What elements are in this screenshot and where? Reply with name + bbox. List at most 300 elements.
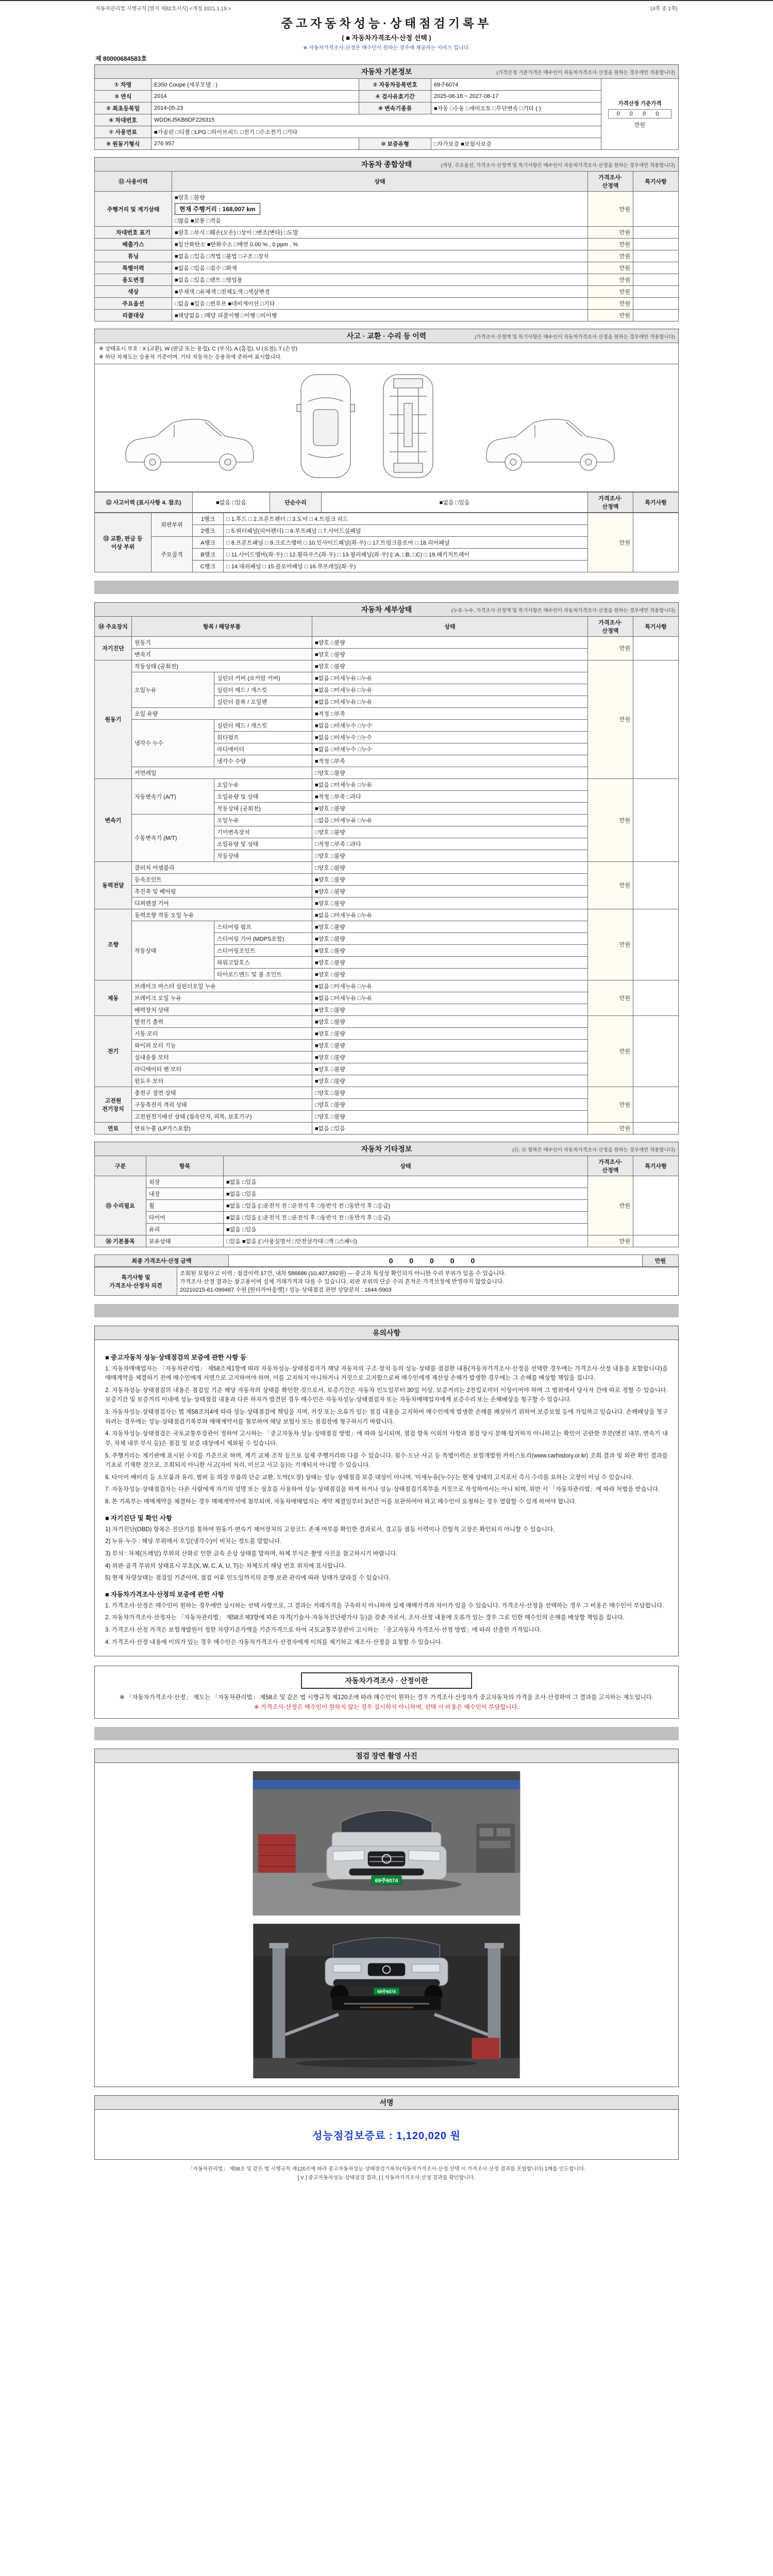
table-cell: □자가보증 ■보험사보증 — [431, 138, 601, 150]
table-cell — [633, 192, 679, 227]
table-cell: 만원 — [588, 239, 633, 250]
notice-list-2 — [105, 1525, 668, 1583]
table-cell: 리콜대상 — [95, 310, 172, 321]
section-overall-note: (색상, 주요옵션, 가격조사·산정액 및 특기사항은 매수인이 자동차가격조사·산정을 원하는 경우에만 적용합니다) — [441, 163, 675, 168]
page-separator — [94, 581, 679, 594]
table-cell: 스티어링조인트 — [214, 944, 312, 956]
table-cell: □양호 □불량 — [312, 1087, 588, 1098]
table-cell: 유리 — [146, 1223, 224, 1235]
table-cell: 등속조인트 — [132, 873, 312, 885]
table-cell: 가격조사·산정액 — [588, 492, 633, 512]
section-accident-header — [94, 329, 679, 343]
overall-condition-table — [94, 171, 679, 321]
notice-line: 5. 주행거리는 계기판에 표시된 수치를 기준으로 하며, 계기 교체·조작 등으로 실제 주행거리와 다를 수 있습니다. 침수·도난·사고 등 특별이력은 보험개발원 카히스토리(www.carhistory.or.kr) 조회 결과 및 외관 확인 결과를 기초로 기재한 것으로, 조회되지 아니한 사고(자비 처리, 미신고 사고 등)는 기재되지 아니할 수 있습니다. — [105, 1452, 668, 1469]
table-cell: 수동변속기 (M/T) — [132, 814, 214, 861]
notice-line: 5) 현재 차량상태는 점검일 기준이며, 점검 이후 인도일까지의 운행·보관 관리에 따라 상태가 달라질 수 있습니다. — [105, 1575, 391, 1582]
table-cell: ■양호 □불량 — [312, 1075, 588, 1087]
table-cell — [633, 980, 679, 1015]
notice-line: 7. 자동차성능·상태점검자는 다른 사람에게 자기의 성명 또는 상호를 사용하여 성능·상태점검을 하게 하거나 성능·상태점검기록부를 거짓으로 작성하여서는 아니 되며, 위반 시 「자동차관리법」에 따라 처벌을 받습니다. — [105, 1486, 660, 1493]
table-cell: 시동 모터 — [132, 1027, 312, 1039]
table-cell: 오일유량 및 상태 — [214, 790, 312, 802]
inspection-photo-underbody — [253, 1924, 520, 2078]
table-cell: 라디에이터 팬 모터 — [132, 1063, 312, 1075]
table-cell: 실린더 블록 / 오일팬 — [214, 696, 312, 707]
final-price-table — [94, 1255, 679, 1267]
table-cell: 만원 — [588, 250, 633, 262]
notice-heading-1: ■ 중고자동차 성능·상태점검의 보증에 관한 사항 등 — [105, 1353, 247, 1361]
table-cell: ■양호 □불량 — [312, 1063, 588, 1075]
table-cell: ■없음 □있음 — [322, 492, 588, 512]
table-cell: ■없음 □미세누유 □누유 — [312, 684, 588, 696]
table-cell: ■없음 □미세누유 □누유 — [312, 778, 588, 790]
table-cell: 항목 / 해당부품 — [132, 616, 312, 636]
page-separator — [94, 1727, 679, 1740]
notice-line: 6. 타이어·배터리 등 소모품과 유리, 범퍼 등 외장 부품의 단순 교환, 도막(도장) 상태는 성능·상태점검 보증 대상이 아니며, '미세누유(누수)'는 현재 상태의 고지로서 즉시 수리를 요하는 고장이 아닐 수 있습니다. — [105, 1474, 633, 1481]
table-cell: 구분 — [95, 1156, 146, 1176]
doc-footer — [94, 2165, 679, 2182]
table-cell — [633, 861, 679, 909]
table-cell: □양호 □불량 — [312, 826, 588, 838]
form-reference: 자동차관리법 시행규칙 [별지 제82호서식] <개정 2021.1.19.> — [95, 6, 231, 12]
notice-line: 2. 자동차성능·상태점검의 내용은 점검일 기준 해당 자동차의 상태를 확인한 것으로서, 보증기간은 자동차 인도일부터 30일 이상, 보증거리는 2천킬로미터 이상이어야 하며 그 범위에서 당사자 간에 따로 정할 수 있습니다. 보증기간 및 보증거리 이내에 성능·상태점검 내용과 다른 하자가 발견된 경우 매수인은 자동차성능·상태점검자 또는 자동차매매업자에게 보증수리 또는 손해배상을 청구할 수 있습니다. — [105, 1387, 668, 1403]
table-cell: 단순수리 — [270, 492, 322, 512]
section-notice-header — [94, 1326, 679, 1340]
table-cell: ⑤ 최초등록일 — [95, 103, 152, 114]
table-cell — [633, 286, 679, 298]
section-sign-title: 서명 — [379, 2098, 394, 2107]
table-cell: ■없음 □있음 — [224, 1176, 588, 1188]
table-cell: 만원 — [588, 861, 633, 909]
table-cell: 2014-05-23 — [152, 103, 359, 114]
table-cell: ■없음 □미세누유 □누유 — [312, 909, 588, 921]
table-cell: 동력전달 — [95, 861, 132, 909]
table-cell: 만원 — [588, 1235, 633, 1247]
table-cell: ■가솔린 □디젤 □LPG □하이브리드 □전기 □수소전기 □기타 — [152, 126, 601, 138]
table-cell: ■양호 □불량 — [312, 636, 588, 648]
section-photo-header — [94, 1749, 679, 1762]
table-cell: 만원 — [588, 778, 633, 861]
notice-line: 1. 자동차매매업자는 「자동차관리법」 제58조제1항에 따라 자동차성능·상태점검자가 해당 자동차의 구조·장치 등의 성능·상태를 점검한 내용(자동차가격조사·산정을 선택한 경우에는 가격조사·산정 내용을 포함합니다)을 매매계약을 체결하기 전에 매수인에게 서면으로 고지하여야 하며, 이를 고지하지 아니하거나 거짓으로 고지함으로써 매수인에게 재산상 손해가 발생한 경우에는 그 손해를 배상할 책임을 집니다. — [105, 1365, 668, 1382]
table-cell: 디퍼렌셜 기어 — [132, 897, 312, 909]
table-cell: ■양호 □불량 — [312, 1004, 588, 1015]
table-cell — [633, 513, 679, 572]
table-cell: 만원 — [588, 1087, 633, 1122]
etc-info-table — [94, 1156, 679, 1247]
table-cell: ■없음 □미세누수 □누수 — [312, 719, 588, 731]
table-cell: ■없음 □있음 (□운전석 전 □운전석 후 □동반석 전 □동반석 후 □응급) — [224, 1211, 588, 1223]
price-definition-box — [94, 1666, 679, 1719]
table-cell: ⑬ 교환, 판금 등 이상 부위 — [95, 513, 152, 572]
table-cell: 작동상태 (공회전) — [132, 660, 312, 672]
table-cell — [633, 909, 679, 980]
table-cell: ■적정 □부족 — [312, 707, 588, 719]
table-cell: 추진축 및 베어링 — [132, 885, 312, 897]
table-cell: ■자동 □수동 □세미오토 □무단변속 □기타 ( ) — [431, 103, 601, 114]
section-accident-note: (가격조사·산정액 및 특기사항은 매수인이 자동차가격조사·산정을 원하는 경우에만 적용합니다) — [474, 334, 675, 340]
table-cell: 만원 — [588, 1176, 633, 1235]
table-cell: ■없음 □있음 — [224, 1223, 588, 1235]
table-cell: ⑧ 변속기종류 — [359, 103, 431, 114]
section-accident-title: 사고 · 교환 · 수리 등 이력 — [346, 332, 427, 340]
table-cell: 작동상태 — [214, 850, 312, 861]
table-cell: ■양호 □불량 — [312, 1051, 588, 1063]
section-overall-title: 자동차 종합상태 — [361, 160, 412, 168]
table-cell: ■없음 □있음 □적법 □불법 □구조 □장치 — [172, 250, 588, 262]
table-cell: 가격조사·산정액 — [588, 172, 633, 192]
table-cell: 동력조향 작동 오일 누유 — [132, 909, 312, 921]
table-cell: 연료누출 (LP가스포함) — [132, 1122, 312, 1134]
table-cell: ■양호 □불량 — [312, 1015, 588, 1027]
notice-line: 2) 누유·누수 : 해당 부위에서 오일(냉각수)이 비치는 정도를 말합니다. — [105, 1538, 282, 1545]
table-cell: 오일누유 — [132, 672, 214, 707]
notice-line: 4) 외판·골격 부위의 상태표시 부호(X, W, C, A, U, T)는 차체도의 해당 번호 위치에 표시합니다. — [105, 1563, 346, 1569]
table-cell — [633, 636, 679, 660]
table-cell: 자기진단 — [95, 636, 132, 660]
section-basic-header — [94, 64, 679, 78]
table-cell: □적정 □부족 □과다 — [312, 838, 588, 850]
detail-condition-table — [94, 616, 679, 1134]
table-cell: ■없음 □있음 □침수 □화재 — [172, 262, 588, 274]
table-cell: 만원 — [588, 660, 633, 778]
table-cell — [633, 778, 679, 861]
table-cell: ■양호 □불량 — [312, 933, 588, 944]
table-cell: 오일누유 — [214, 778, 312, 790]
table-cell: 냉각수 누수 — [132, 719, 214, 767]
table-cell: 라디에이터 — [214, 743, 312, 755]
table-cell: ■없음 □미세누유 □누유 — [312, 696, 588, 707]
table-cell: E350 Coupe (세부모델 : ) — [152, 79, 359, 91]
table-cell: 보유상태 — [146, 1235, 224, 1247]
table-cell: 차대번호 표기 — [95, 227, 172, 239]
section-etc-note: (⑮, ⑯ 항목은 매수인이 자동차가격조사·산정을 원하는 경우에만 적용합니다) — [512, 1147, 675, 1153]
table-cell: 커먼레일 — [132, 767, 312, 778]
doc-number: 제 80000684583호 — [95, 55, 147, 62]
table-cell: 2014 — [152, 91, 359, 103]
section-notice-title: 유의사항 — [372, 1328, 401, 1337]
table-cell: 주요옵션 — [95, 298, 172, 310]
table-cell: 만원 — [588, 227, 633, 239]
table-cell: □없음 ■있음 □썬루프 ■네비게이션 □기타 — [172, 298, 588, 310]
section-basic-note: (가격산정 기준가격은 매수인이 자동차가격조사·산정을 원하는 경우에만 적용합니다) — [496, 70, 675, 76]
table-cell: □ 14.대쉬패널 □ 15.플로어패널 □ 16.루프레일(좌·우) — [224, 560, 588, 572]
table-cell: ■양호 □불량 — [312, 1039, 588, 1051]
table-cell: □양호 □불량 — [312, 1110, 588, 1122]
table-cell: 실내송풍 모터 — [132, 1051, 312, 1063]
accident-legend — [94, 343, 679, 364]
notice-heading-2: ■ 자기진단 및 확인 사항 — [105, 1514, 173, 1522]
table-cell: ⑨ 원동기형식 — [95, 138, 152, 150]
page-indicator: (4쪽 중 1쪽) — [650, 6, 678, 12]
license-plate-text: 69주6074 — [375, 1878, 398, 1884]
table-cell: 만원 — [588, 274, 633, 286]
notice-line: 3. 가격조사·산정 가격은 보험개발원이 정한 차량기준가액을 기준가격으로 하여 국토교통부장관이 고시하는 「중고자동차 가격조사·산정 방법」에 따라 산출한 가격입니다. — [105, 1627, 542, 1633]
table-cell: ■양호 □불량 — [312, 648, 588, 660]
table-cell: 2025-08-18 ~ 2027-08-17 — [431, 91, 601, 103]
table-cell — [633, 274, 679, 286]
table-cell: 브레이크 마스터 실린더오일 누유 — [132, 980, 312, 992]
table-cell: 원동기 — [95, 660, 132, 778]
table-cell: 기어변속장치 — [214, 826, 312, 838]
appraiser-remarks-table — [94, 1267, 679, 1296]
table-cell: 상태 — [172, 172, 588, 192]
table-cell: 만원 — [643, 1255, 679, 1266]
table-cell: □양호 □불량 — [312, 850, 588, 861]
table-cell: ■양호 □불량 — [312, 660, 588, 672]
table-cell: □있음 ■없음 (□사용설명서 □안전삼각대 □잭 □스패너) — [224, 1235, 588, 1247]
table-cell: A랭크 — [193, 536, 224, 548]
notice-line: 3. 자동차성능·상태점검자는 법 제58조의4에 따라 성능·상태점검에 책임을 지며, 거짓 또는 오류가 있는 점검 내용을 고지하여 매수인에게 발생한 손해를 배상하기 위하여 보증보험 등에 가입하고 있습니다. 손해배상을 청구하려는 경우에는 성능·상태점검기록부와 매매계약서를 첨부하여 해당 보험사 또는 점검장에 청구하시기 바랍니다. — [105, 1409, 668, 1425]
panel-repair-table — [94, 513, 679, 572]
notice-line: 2. 자동차가격조사·산정자는 「자동차관리법」 제58조제3항에 따른 자격(기술사·자동차진단평가사 등)을 갖춘 자로서, 조사·산정 내용에 오류가 있는 경우 그로 인한 매수인의 손해를 배상할 책임을 집니다. — [105, 1615, 625, 1621]
section-sign-header — [94, 2095, 679, 2109]
notice-line: 4. 가격조사·산정 내용에 이의가 있는 경우 매수인은 자동차가격조사·산정자에게 이의를 제기하고 재조사·산정을 요청할 수 있습니다. — [105, 1639, 443, 1646]
table-cell: 냉각수 수량 — [214, 755, 312, 767]
table-cell: 주행거리 및 계기상태 — [95, 192, 172, 227]
section-etc-title: 자동차 기타정보 — [361, 1144, 412, 1153]
table-cell: C랭크 — [193, 560, 224, 572]
table-cell: ■적정 □부족 — [312, 755, 588, 767]
inspection-photos — [94, 1762, 679, 2087]
table-cell: 오일 유량 — [132, 707, 312, 719]
table-cell: 배출가스 — [95, 239, 172, 250]
notice-line: 3) 부식 : 차체(프레임) 부위의 산화로 인한 금속 손상 상태를 말하며, 하체 부식은 촬영 사진을 참고하시기 바랍니다. — [105, 1550, 398, 1557]
table-cell: 고전원 전기장치 — [95, 1087, 132, 1122]
table-cell: ■양호 □불량 — [312, 873, 588, 885]
footer-line-1: 「자동차관리법」 제58조 및 같은 법 시행규칙 제120조에 따라 중고자동차성능·상태점검기록부(자동차가격조사·산정 선택 시 가격조사·산정 결과를 포함합니다) 1매를 인도합니다. — [188, 2166, 585, 2173]
table-cell — [633, 227, 679, 239]
table-cell: 스티어링 펌프 — [214, 921, 312, 933]
table-cell: 만원 — [588, 262, 633, 274]
table-cell: 충전구 절연 상태 — [132, 1087, 312, 1098]
table-cell: 작동상태 (공회전) — [214, 802, 312, 814]
table-cell: ■일산화탄소 ■탄화수소 □매연 0.00 % , 0 ppm , % — [172, 239, 588, 250]
price-select-note: ※ 자동차가격조사·산정은 매수인이 원하는 경우에 제공하는 서비스 입니다. — [303, 45, 470, 51]
table-cell: 특기사항 — [633, 172, 679, 192]
table-cell: 제동 — [95, 980, 132, 1015]
car-diagram-panel — [94, 364, 679, 492]
table-cell — [633, 250, 679, 262]
section-detail-title: 자동차 세부상태 — [361, 605, 412, 614]
table-cell: ■양호 □불량 — [312, 897, 588, 909]
table-cell: □없음 □미세누유 □누유 — [312, 814, 588, 826]
table-cell: 발전기 출력 — [132, 1015, 312, 1027]
table-cell — [633, 298, 679, 310]
table-cell: 내장 — [146, 1188, 224, 1199]
table-cell — [633, 1015, 679, 1087]
table-cell: 만원 — [588, 636, 633, 660]
table-cell: ■양호 □불량 — [312, 885, 588, 897]
table-cell: 1랭크 — [193, 513, 224, 524]
table-cell: 만원 — [588, 286, 633, 298]
table-cell: 만원 — [588, 909, 633, 980]
table-cell: □ 1.후드 □ 2.프론트펜더 □ 3.도어 □ 4.트렁크 리드 — [224, 513, 588, 524]
table-cell: 배력장치 상태 — [132, 1004, 312, 1015]
table-cell — [633, 1122, 679, 1134]
table-cell: ■양호 □불량 — [312, 921, 588, 933]
table-cell: 용도변경 — [95, 274, 172, 286]
table-cell: 만원 — [588, 310, 633, 321]
section-overall-header — [94, 157, 679, 171]
table-cell: ① 차명 — [95, 79, 152, 91]
table-cell: 가격산정 기준가격 0 0 0 0 만원 — [601, 79, 679, 150]
table-cell: 타이로드엔드 및 볼 조인트 — [214, 968, 312, 980]
table-cell: ② 자동차등록번호 — [359, 79, 431, 91]
doc-title: 중고자동차성능·상태점검기록부 — [281, 16, 492, 30]
table-cell: 2랭크 — [193, 524, 224, 536]
notice-line: 1) 자기진단(OBD) 항목은 진단기를 통하여 원동기·변속기 제어장치의 고장코드 존재 여부를 확인한 결과로서, 경고등 점등 이력이나 간헐적 고장은 확인되지 아니할 수 있습니다. — [105, 1526, 555, 1533]
notice-heading-3: ■ 자동차가격조사·산정의 보증에 관한 사항 — [105, 1590, 224, 1598]
table-cell: 휠 — [146, 1199, 224, 1211]
notice-list-3 — [105, 1601, 668, 1648]
table-cell: ■없음 □미세누유 □누유 — [312, 992, 588, 1004]
notice-body — [94, 1340, 679, 1657]
table-cell: 주요골격 — [152, 536, 193, 572]
table-cell: ■적정 □부족 □과다 — [312, 790, 588, 802]
table-cell: □양호 □불량 — [312, 1098, 588, 1110]
table-cell: ⑦ 사용연료 — [95, 126, 152, 138]
table-cell: 최종 가격조사·산정 금액 — [95, 1255, 229, 1266]
table-cell — [633, 310, 679, 321]
table-cell: □ 11.사이드멤버(좌·우) □ 12.휠하우스(좌·우) □ 13.필러패널(좌·우) (□A, □B, □C) □ 19.패키지트레이 — [224, 548, 588, 560]
table-cell: 상태 — [312, 616, 588, 636]
table-cell: 실린더 헤드 / 개스킷 — [214, 684, 312, 696]
table-cell: 파워고압호스 — [214, 956, 312, 968]
table-cell: 가격조사·산정액 — [588, 1156, 633, 1176]
accident-history-table — [94, 492, 679, 513]
doc-title-block — [94, 14, 679, 51]
table-cell: ■없음 □미세누수 □누수 — [312, 731, 588, 743]
table-cell: ■없음 □미세누유 □누유 — [312, 980, 588, 992]
page-meta — [95, 4, 678, 12]
table-cell: ■없음 □미세누유 □누유 — [312, 672, 588, 684]
table-cell: ■없음 □미세누수 □누수 — [312, 743, 588, 755]
section-photo-title: 점검 장면 촬영 사진 — [356, 1752, 417, 1760]
table-cell: 전기 — [95, 1015, 132, 1087]
table-cell: 윈도우 모터 — [132, 1075, 312, 1087]
table-cell: 특기사항 — [633, 1156, 679, 1176]
table-cell — [633, 1176, 679, 1235]
table-cell: 조회된 보험사고 이력 : 점검이력 17건, 내차 586686 (10,407,692원) — 중고차 특성상 확인되지 아니한 수리 부위가 있을 수 있습니다. 가격조사·산정 결과는 참고용이며 실제 거래가격과 다를 수 있습니다. 외판 부위의 단순 수리 흔적은 가격산정에 반영하지 않았습니다. 20210215-61-099487 수원 [원더카아울렛] / 성능·상태점검 관련 상담문의 : 1644-5903 — [177, 1267, 679, 1295]
table-cell: 작동상태 — [132, 921, 214, 980]
table-cell: 스티어링 기어 (MDPS포함) — [214, 933, 312, 944]
section-detail-header — [94, 602, 679, 616]
table-cell — [633, 262, 679, 274]
table-cell: 외장 — [146, 1176, 224, 1188]
table-cell — [633, 1235, 679, 1247]
table-cell: 오일유량 및 상태 — [214, 838, 312, 850]
table-cell: ■양호 □불량 — [312, 802, 588, 814]
table-cell: 와이퍼 모터 기능 — [132, 1039, 312, 1051]
notice-line: 8. 본 기록부는 매매계약을 체결하는 경우 매매계약서에 첨부되며, 자동차매매업자는 계약 체결일부터 3년간 이를 보관하여야 하고 매수인이 요청하는 경우 열람할 수 있게 하여야 합니다. — [105, 1499, 577, 1505]
table-cell: ⑥ 차대번호 — [95, 114, 152, 126]
notice-line: 1. 가격조사·산정은 매수인이 원하는 경우에만 실시하는 선택 사항으로, 그 결과는 거래가격을 구속하지 아니하며 실제 매매가격과 차이가 있을 수 있습니다. 가격조사·산정을 선택하는 경우 그 비용은 매수인이 부담합니다. — [105, 1602, 664, 1609]
table-cell: 실린더 헤드 / 개스킷 — [214, 719, 312, 731]
table-cell: 오일누유 — [214, 814, 312, 826]
table-cell: 실린더 커버 (로커암 커버) — [214, 672, 312, 684]
table-cell: 특별이력 — [95, 262, 172, 274]
table-cell: ⑪ 사용이력 — [95, 172, 172, 192]
table-cell: ■양호 □부식 □훼손(오손) □상이 □변조(변타) □도말 — [172, 227, 588, 239]
table-cell: 색상 — [95, 286, 172, 298]
table-cell: ③ 연식 — [95, 91, 152, 103]
table-cell: 구동축전지 격리 상태 — [132, 1098, 312, 1110]
table-cell: 만원 — [588, 1015, 633, 1087]
legend-line-1: ※ 상태표시 부호 : X (교환), W (판금 또는 용접), C (부식), A (흠집), U (요철), T (손상) — [99, 346, 297, 352]
section-basic-title: 자동차 기본정보 — [361, 67, 412, 76]
table-cell: □양호 □불량 — [312, 861, 588, 873]
table-cell: ⑩ 보증유형 — [359, 138, 431, 150]
license-plate-text-2: 69주6074 — [377, 1989, 396, 1994]
table-cell: 만원 — [588, 980, 633, 1015]
document-sheet — [94, 1, 679, 2182]
table-cell: ■양호 □불량 현재 주행거리 : 168,007 km □많음 ■보통 □적음 — [172, 192, 588, 227]
table-cell: ■해당없음 □해당 리콜이행 □이행 □미이행 — [172, 310, 588, 321]
table-cell: 특기사항 — [633, 492, 679, 512]
table-cell: WDDKJ5KB6DF226315 — [152, 114, 601, 126]
price-definition-title: 자동차가격조사 · 산정이란 — [301, 1672, 472, 1689]
car-diagram — [95, 367, 667, 486]
section-detail-note: (누유·누수, 가격조사·산정액 및 특기사항은 매수인이 자동차가격조사·산정을 원하는 경우에만 적용합니다) — [451, 607, 675, 614]
legend-line-2: ※ 하단 차체도는 승용차 기준이며, 기타 자동차는 승용차에 준하여 표시합니다. — [99, 353, 282, 360]
price-definition-line1: ※ 「자동차가격조사·산정」 제도는 「자동차관리법」 제58조 및 같은 법 시행규칙 제120조에 따라 매수인이 원하는 경우 가격조사·산정자가 중고자동차의 가격을 조사·산정하여 그 결과를 고지하는 제도입니다. — [120, 1694, 653, 1701]
table-cell: 클러치 어셈블리 — [132, 861, 312, 873]
table-cell: B랭크 — [193, 548, 224, 560]
table-cell: 원동기 — [132, 636, 312, 648]
notice-list-1 — [105, 1364, 668, 1507]
section-etc-header — [94, 1142, 679, 1156]
table-cell: ⑭ 주요장치 — [95, 616, 132, 636]
table-cell: 변속기 — [95, 778, 132, 861]
signature-area — [94, 2109, 679, 2160]
table-cell: ■없음 □있음 (□운전석 전 □운전석 후 □동반석 전 □동반석 후 □응급) — [224, 1199, 588, 1211]
table-cell — [633, 1087, 679, 1122]
table-cell: 항목 — [146, 1156, 224, 1176]
table-cell: 69주6074 — [431, 79, 601, 91]
notice-line: 4. 자동차성능·상태점검은 국토교통부장관이 정하여 고시하는 「중고자동차 성능·상태점검 방법」에 따라 실시되며, 점검 항목 이외의 사항과 점검 당시 분해·탈거하지 아니하고는 확인이 곤란한 부분(엔진 내부, 변속기 내부, 차체 내부 부식 등)은 점검 및 보증 대상에서 제외될 수 있습니다. — [105, 1431, 668, 1447]
table-cell: 조향 — [95, 909, 132, 980]
table-cell: 276 957 — [152, 138, 359, 150]
table-cell: 외판부위 — [152, 513, 193, 536]
table-cell: 고전원전기배선 상태 (접속단자, 피복, 보호기구) — [132, 1110, 312, 1122]
inspection-fee: 성능점검보증료 : 1,120,020 원 — [312, 2130, 461, 2142]
table-cell: ■없음 □있음 — [224, 1188, 588, 1199]
table-cell: ■양호 □불량 — [312, 1027, 588, 1039]
table-cell: 가격조사·산정액 — [588, 616, 633, 636]
table-cell: ⑮ 수리필요 — [95, 1176, 146, 1235]
table-cell: ④ 검사유효기간 — [359, 91, 431, 103]
table-cell — [633, 660, 679, 778]
table-cell — [633, 239, 679, 250]
table-cell: ■양호 □불량 — [312, 968, 588, 980]
table-cell: 만원 — [588, 1122, 633, 1134]
table-cell: 자동변속기 (A/T) — [132, 778, 214, 814]
table-cell: ⑫ 사고이력 (표시사항 4. 참조) — [95, 492, 193, 512]
price-select-line: ( ■ 자동차가격조사·산정 선택 ) — [342, 34, 431, 42]
table-cell: □양호 □불량 — [312, 767, 588, 778]
table-cell: ■없음 □있음 □렌트 □영업용 — [172, 274, 588, 286]
table-cell: ■무채색 □유채색 □전체도색 □색상변경 — [172, 286, 588, 298]
table-cell: 상태 — [224, 1156, 588, 1176]
footer-line-2: [ V ] 중고자동차성능·상태점검 결과, [ ] 자동차가격조사·산정 결과를 확인합니다. — [297, 2175, 476, 2181]
table-cell: ⑯ 기본품목 — [95, 1235, 146, 1247]
table-cell: 특기사항 — [633, 616, 679, 636]
table-cell: 만원 — [588, 192, 633, 227]
inspection-photo-front — [253, 1771, 520, 1916]
table-cell: 만원 — [588, 513, 633, 572]
page-separator — [94, 1304, 679, 1317]
table-cell: 브레이크 오일 누유 — [132, 992, 312, 1004]
basic-info-table — [94, 78, 679, 150]
